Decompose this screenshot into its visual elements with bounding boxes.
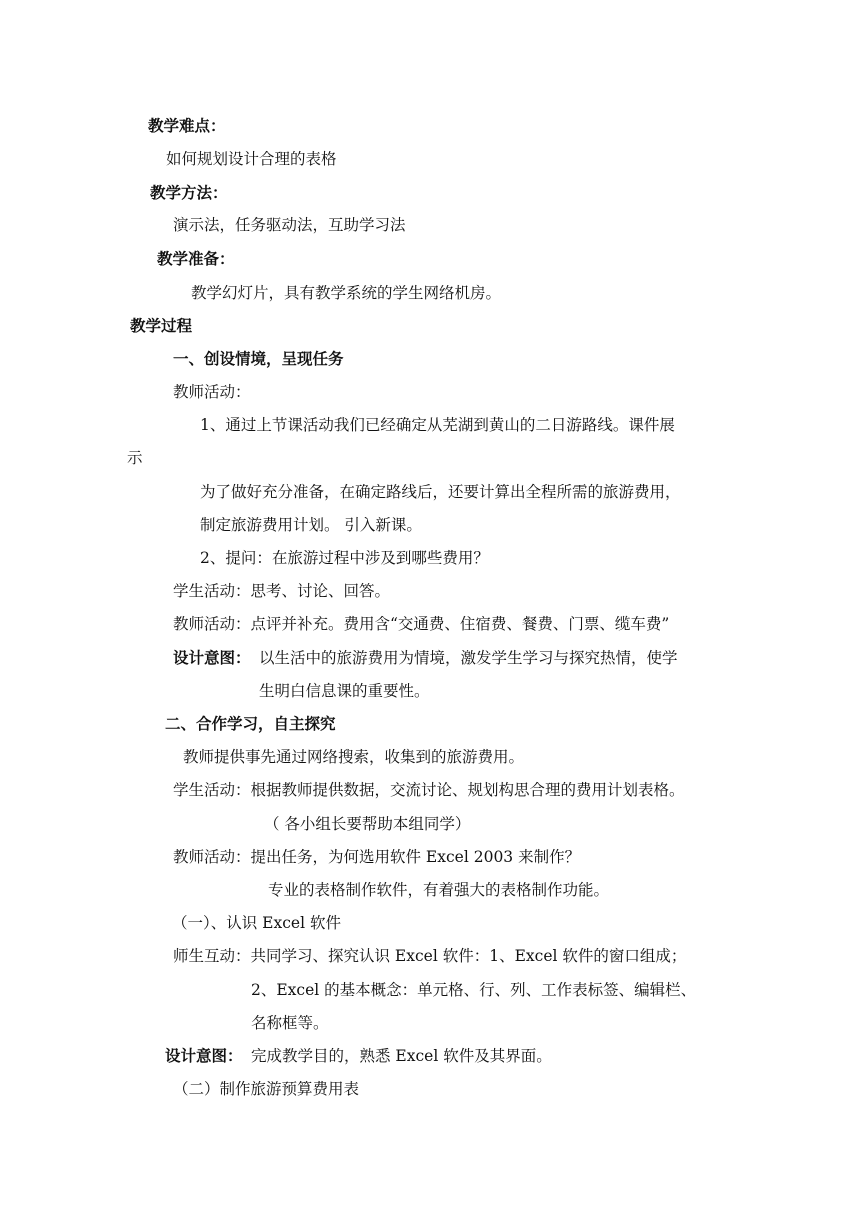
part2-design-text: 完成教学目的，熟悉 Excel 软件及其界面。 [251, 1047, 552, 1065]
part2-interaction-line3: 名称框等。 [251, 1014, 329, 1032]
part1-item1-line3: 为了做好充分准备，在确定路线后，还要计算出全程所需的旅游费用， [200, 483, 681, 501]
part1-item1-line1: 1、通过上节课活动我们已经确定从芜湖到黄山的二日游路线。课件展 [200, 416, 675, 434]
difficulty-heading: 教学难点： [148, 117, 226, 135]
part1-item1-line4: 制定旅游费用计划。 引入新课。 [200, 516, 422, 534]
part1-student-activity: 学生活动：思考、讨论、回答。 [173, 582, 391, 600]
part1-heading: 一、创设情境，呈现任务 [173, 350, 344, 368]
part1-design-line2: 生明白信息课的重要性。 [259, 682, 430, 700]
part2-sub2-heading: （二）制作旅游预算费用表 [173, 1080, 360, 1098]
part2-interaction-line2: 2、Excel 的基本概念：单元格、行、列、工作表标签、编辑栏、 [251, 981, 697, 999]
prep-heading: 教学准备： [157, 250, 235, 268]
part1-teacher-activity: 教师活动：点评并补充。费用含“交通费、住宿费、餐费、门票、缆车费” [173, 615, 670, 633]
method-heading: 教学方法： [150, 184, 228, 202]
part2-teacher-activity: 教师活动：提出任务，为何选用软件 Excel 2003 来制作？ [173, 848, 581, 866]
difficulty-text: 如何规划设计合理的表格 [166, 150, 337, 168]
part1-design-label: 设计意图： [173, 649, 251, 667]
part2-interaction-line1: 师生互动：共同学习、探究认识 Excel 软件：1、Excel 软件的窗口组成； [173, 947, 687, 965]
part2-teacher-note: 专业的表格制作软件，有着强大的表格制作功能。 [268, 881, 610, 899]
part2-design-label: 设计意图： [165, 1047, 243, 1065]
part2-student-activity: 学生活动：根据教师提供数据，交流讨论、规划构思合理的费用计划表格。 [173, 781, 685, 799]
process-heading: 教学过程 [130, 317, 193, 335]
part2-heading: 二、合作学习，自主探究 [165, 715, 336, 733]
prep-text: 教学幻灯片，具有教学系统的学生网络机房。 [191, 284, 502, 302]
part1-teacher-label: 教师活动： [173, 383, 251, 401]
method-text: 演示法，任务驱动法，互助学习法 [173, 216, 406, 234]
part1-item2: 2、提问：在旅游过程中涉及到哪些费用？ [200, 549, 489, 567]
part2-sub1-heading: （一）、认识 Excel 软件 [172, 914, 341, 932]
part1-item1-line2: 示 [127, 449, 143, 467]
part2-intro: 教师提供事先通过网络搜索，收集到的旅游费用。 [183, 748, 525, 766]
part2-student-note: （ 各小组长要帮助本组同学） [264, 815, 471, 833]
part1-design-line1: 以生活中的旅游费用为情境，激发学生学习与探究热情，使学 [259, 649, 678, 667]
